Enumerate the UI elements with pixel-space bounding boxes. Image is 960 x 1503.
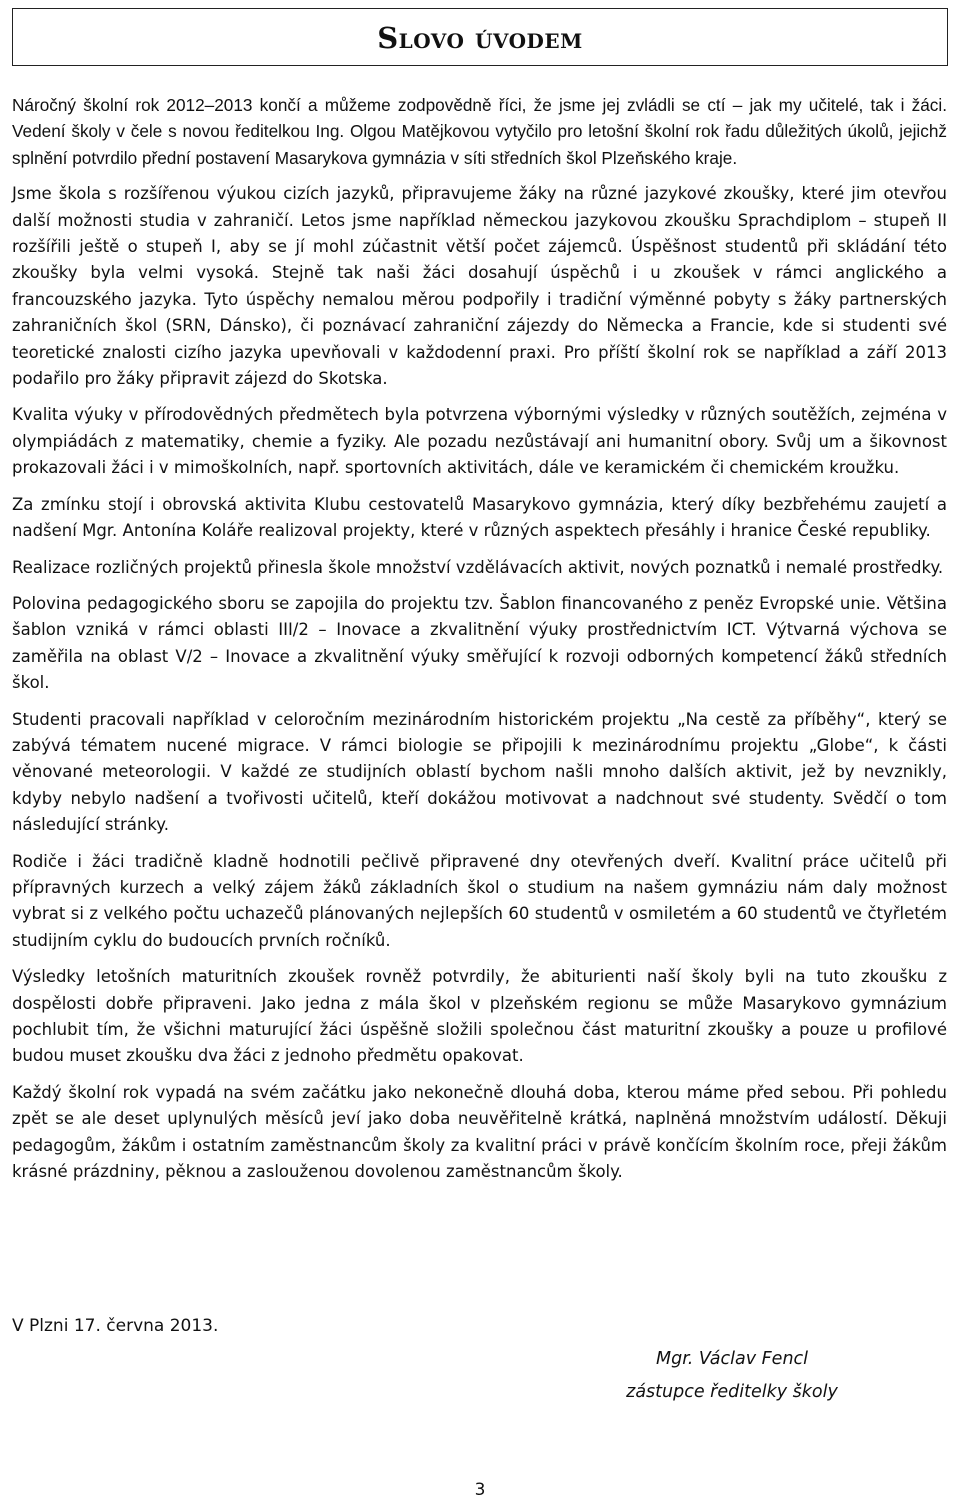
- paragraph-travel-club: Za zmínku stojí i obrovská aktivita Klubu cestovatelů Masarykovo gymnázia, který díky bezbřehému zaujetí a nadšení Mgr. Antonína Koláře realizoval projekty, které v různých aspektech přesáhly i hranice České republiky.: [12, 494, 947, 541]
- paragraph-templates: Polovina pedagogického sboru se zapojila do projektu tzv. Šablon financovaného z peněz Evropské unie. Většina šablon vzniká v rámci oblasti III/2 – Inovace a zkvalitnění výuky prostřednictvím ICT. Výtvarná výchova se zaměřila na oblast V/2 – Inovace a zkvalitnění výuky směřující k rozvoji odborných kompetencí žáků středních škol.: [12, 593, 947, 693]
- signature-block: [612, 1343, 852, 1409]
- page-number: 3: [474, 1480, 486, 1500]
- article-body: [12, 92, 947, 1195]
- title-box: [12, 8, 948, 66]
- place-date: V Plzni 17. června 2013.: [12, 1316, 219, 1336]
- signature-role: zástupce ředitelky školy: [626, 1382, 838, 1402]
- paragraph-student-projects: Studenti pracovali například v celoročním mezinárodním historickém projektu „Na cestě za příběhy“, který se zabývá tématem nucené migrace. V rámci biologie se připojili k mezinárodnímu projektu „Globe“, k části věnované meteorologii. V každé ze studijních oblastí bychom našli mnoho dalších aktivit, jež by nevznikly, kdyby nebylo nadšení a tvořivosti učitelů, kteří dokážou motivovat a nadchnout své studenty. Svědčí o tom následující stránky.: [12, 709, 947, 835]
- paragraph-science: Kvalita výuky v přírodovědných předmětech byla potvrzena výbornými výsledky v různých soutěžích, zejména v olympiádách z matematiky, chemie a fyziky. Ale pozadu nezůstávají ani humanitní obory. Svůj um a šikovnost prokazovali žáci i v mimoškolních, např. sportovních aktivitách, dále ve keramickém či chemickém kroužku.: [12, 405, 947, 478]
- paragraph-intro: Náročný školní rok 2012–2013 končí a můžeme zodpovědně říci, že jsme jej zvládli se ctí – jak my učitelé, tak i žáci. Vedení školy v čele s novou ředitelkou Ing. Olgou Matějkovou vytyčilo pro letošní školní rok řadu důležitých úkolů, jejichž splnění potvrdilo přední postavení Masarykova gymnázia v síti středních škol Plzeňského kraje.: [12, 95, 947, 168]
- paragraph-projects: Realizace rozličných projektů přinesla škole množství vzdělávacích aktivit, nových poznatků i nemalé prostředky.: [12, 557, 944, 577]
- signature-name: Mgr. Václav Fencl: [655, 1349, 809, 1369]
- paragraph-graduation: Výsledky letošních maturitních zkoušek rovněž potvrdily, že abiturienti naší školy byli na tuto zkoušku z dospělosti dobře připraveni. Jako jedna z mála škol v plzeňském regionu se může Masarykovo gymnázium pochlubit tím, že všichni maturující žáci úspěšně složili společnou část maturitní zkoušky a pouze u profilové budou muset zkoušku dva žáci z jednoho předmětu opakovat.: [12, 967, 947, 1066]
- paragraph-open-days: Rodiče i žáci tradičně kladně hodnotili pečlivě připravené dny otevřených dveří. Kvalitní práce učitelů při přípravných kurzech a velký zájem žáků základních škol o studium na našem gymnáziu nám daly možnost vybrat si z velkého počtu uchazečů plánovaných nejlepších 60 studentů v osmiletém a 60 studentů ve čtyřletém studijním cyklu do budoucích prvních ročníků.: [12, 851, 947, 950]
- paragraph-languages: Jsme škola s rozšířenou výukou cizích jazyků, připravujeme žáky na různé jazykové zkoušky, které jim otevřou další možnosti studia v zahraničí. Letos jsme například německou jazykovou zkoušku Sprachdiplom – stupeň II rozšířili ještě o stupeň I, aby se jí mohl zúčastnit větší počet zájemců. Úspěšnost studentů při skládání této zkoušky byla velmi vysoká. Stejně tak naši žáci dosahují úspěchů i u zkoušek v rámci anglického a francouzského jazyka. Tyto úspěchy nemalou měrou podpořily i tradiční výměnné pobyty s žáky partnerských zahraničních škol (SRN, Dánsko), či poznávací zahraniční zájezdy do Německa a Francie, kde si studenti své teoretické znalosti cizího jazyka upevňovali v každodenní praxi. Pro příští školní rok se například a září 2013 podařilo pro žáky připravit zájezd do Skotska.: [12, 184, 947, 389]
- paragraph-closing: Každý školní rok vypadá na svém začátku jako nekonečně dlouhá doba, kterou máme před sebou. Při pohledu zpět se ale deset uplynulých měsíců jeví jako doba neuvěřitelně krátká, naplněná množstvím událostí. Děkuji pedagogům, žákům i ostatním zaměstnancům školy za kvalitní práci v právě končícím školním roce, přeji žákům krásné prázdniny, pěknou a zaslouženou dovolenou zaměstnancům školy.: [12, 1082, 947, 1182]
- page-title: Slovo úvodem: [377, 21, 583, 55]
